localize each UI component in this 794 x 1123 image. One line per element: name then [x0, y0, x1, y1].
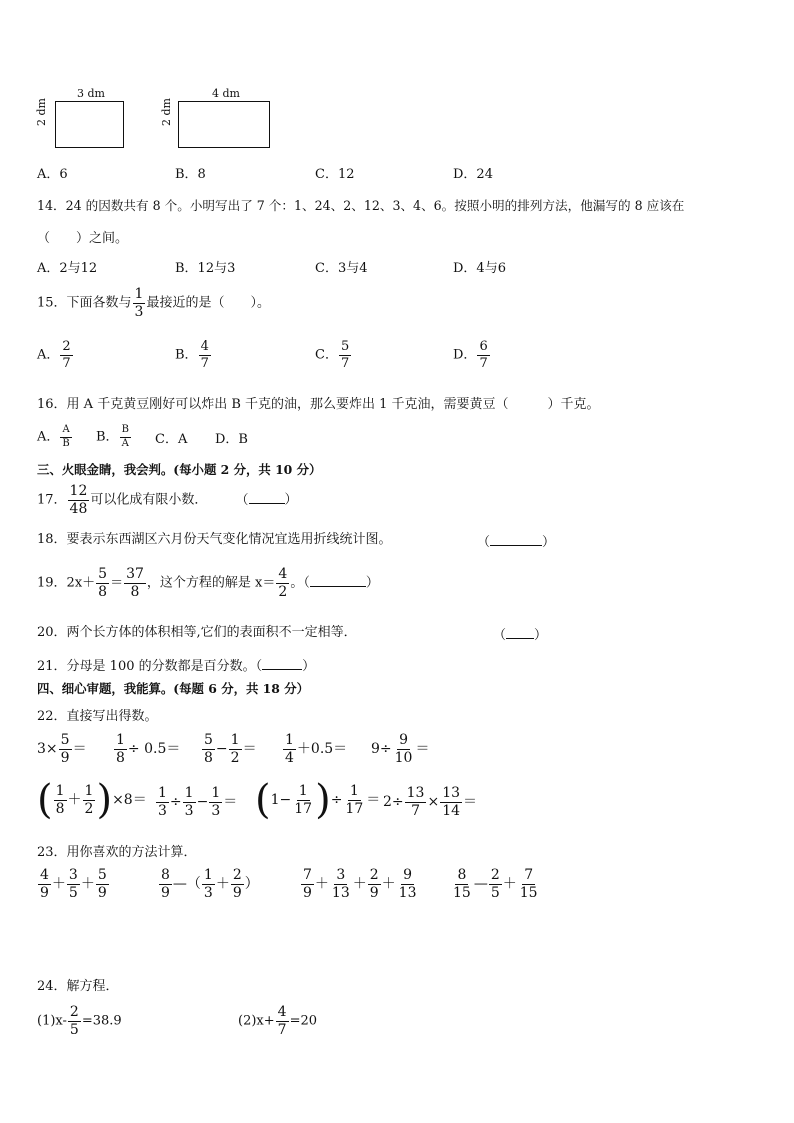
- q22-expr-1: 3× $\frac{5}{9}$ ＝: [37, 732, 87, 766]
- q20-text: 20．两个长方体的体积相等,它们的表面积不一定相等．: [37, 625, 357, 640]
- q15-option-c-fraction: $\frac{5}{7}$: [340, 339, 350, 371]
- q15-question: [37, 287, 270, 319]
- q13-option-c: C．12: [315, 167, 355, 182]
- q19-fraction-3: $\frac{4}{2}$: [278, 566, 288, 600]
- q15-option-a: A． $\frac{2}{7}$: [37, 339, 71, 371]
- q23-title: 23．用你喜欢的方法计算．: [37, 845, 197, 860]
- rect1-side-label: 2 dm: [35, 98, 48, 126]
- q22-expr-6: ( $\frac{1}{8}$ ＋ $\frac{1}{2}$ )×8＝: [37, 777, 147, 823]
- q14-option-d: D．4与6: [453, 261, 506, 276]
- q14-option-c: C．3与4: [315, 261, 368, 276]
- q13-option-b: B．8: [175, 167, 206, 182]
- q17-answer-blank[interactable]: [249, 491, 285, 504]
- q23-expr-3: $\frac{7}{9}$ ＋ $\frac{3}{13}$ ＋ $\frac{2}{9}$ ＋ $\frac{9}{13}$: [303, 867, 417, 901]
- q24-title: 24．解方程．: [37, 979, 119, 994]
- q24-equation-1: (1)x- $\frac{2}{5}$ =38.9: [37, 1004, 122, 1038]
- q13-option-d: D．24: [453, 167, 493, 182]
- q19-fraction-2: $\frac{37}{8}$: [126, 566, 144, 600]
- q15-fraction: $\frac{1}{3}$: [134, 286, 144, 320]
- section3-title: 三、火眼金睛，我会判。(每小题 2 分，共 10 分）: [37, 462, 322, 477]
- q22-expr-3: $\frac{5}{8}$ − $\frac{1}{2}$ ＝: [204, 732, 257, 766]
- q16-option-a-fraction: $\frac{A}{B}$: [62, 424, 70, 449]
- q20-answer-blank[interactable]: [506, 626, 534, 639]
- q19-question: 19．2x＋ $\frac{5}{8}$ ＝ $\frac{37}{8}$ ，这个方程的解是 x＝ $\frac{4}{2}$ 。（ ）: [37, 566, 379, 600]
- q22-expr-2: $\frac{1}{8}$ ÷ 0.5＝: [116, 732, 181, 766]
- q17-fraction: $\frac{12}{48}$: [69, 483, 88, 517]
- q14-option-a: A．2与12: [37, 261, 98, 276]
- q18-text: 18．要表示东西湖区六月份天气变化情况宜选用折线统计图。: [37, 532, 392, 547]
- rect2-side-label: 2 dm: [160, 98, 173, 126]
- q22-expr-4: $\frac{1}{4}$ ＋0.5＝: [285, 732, 348, 766]
- q17-question: 17． $\frac{12}{48}$ 可以化成有限小数． （ ）: [37, 483, 298, 517]
- rectangle-3x2: [55, 101, 124, 148]
- section4-title: 四、细心审题，我能算。(每题 6 分，共 18 分）: [37, 681, 310, 696]
- q19-fraction-1: $\frac{5}{8}$: [98, 566, 108, 600]
- q15-option-c: C． $\frac{5}{7}$: [315, 339, 350, 371]
- q23-expr-2: $\frac{8}{9}$ —（ $\frac{1}{3}$ ＋ $\frac{2}{9}$ ）: [161, 867, 259, 901]
- q16-text: 16．用 A 千克黄豆刚好可以炸出 B 千克的油，那么要炸出 1 千克油，需要黄豆（ ）千克。: [37, 397, 600, 412]
- q14-text-line2: （ ）之间。: [37, 231, 129, 246]
- q15-option-a-fraction: $\frac{2}{7}$: [62, 339, 71, 371]
- q13-option-a: A．6: [37, 167, 68, 182]
- q23-expr-1: $\frac{4}{9}$ ＋ $\frac{3}{5}$ ＋ $\frac{5}{9}$: [40, 867, 107, 901]
- q15-option-d-fraction: $\frac{6}{7}$: [479, 339, 488, 371]
- q15-post: 最接近的是（ ）。: [146, 295, 270, 311]
- q24-equation-2: (2)x+ $\frac{4}{7}$ =20: [238, 1004, 317, 1038]
- q22-expr-8: (1− $\frac{1}{17}$ )÷ $\frac{1}{17}$ ＝: [255, 777, 381, 823]
- q22-expr-5: 9÷ $\frac{9}{10}$ ＝: [371, 732, 430, 766]
- q14-text-line1: 14．24 的因数共有 8 个。小明写出了 7 个：1、24、2、12、3、4、6。按照小明的排列方法，他漏写的 8 应该在: [37, 198, 685, 213]
- q22-expr-7: $\frac{1}{3}$ ÷ $\frac{1}{3}$ − $\frac{1}{3}$ ＝: [158, 785, 238, 819]
- q14-option-b: B．12与3: [175, 261, 236, 276]
- q18-answer-blank[interactable]: [490, 533, 542, 546]
- q15-option-d: D． $\frac{6}{7}$: [453, 339, 488, 371]
- q15-option-b-fraction: $\frac{4}{7}$: [200, 339, 209, 371]
- q20-answer: （ ）: [493, 628, 548, 643]
- q21-answer-blank[interactable]: [262, 657, 302, 670]
- rect2-top-label: 4 dm: [212, 87, 240, 100]
- q16-option-d: D．B: [215, 432, 248, 447]
- q21-question: 21．分母是 100 的分数都是百分数。（ ）: [37, 659, 316, 674]
- q16-option-b: B． $\frac{B}{A}$: [96, 424, 129, 449]
- q22-expr-9: 2÷ $\frac{13}{7}$ × $\frac{13}{14}$ ＝: [383, 785, 478, 819]
- rectangle-4x2: [178, 101, 270, 148]
- q15-option-b: B． $\frac{4}{7}$: [175, 339, 209, 371]
- q16-option-a: A． $\frac{A}{B}$: [37, 424, 70, 449]
- q22-title: 22．直接写出得数。: [37, 709, 158, 724]
- q16-option-c: C．A: [155, 432, 188, 447]
- q23-expr-4: $\frac{8}{15}$ — $\frac{2}{5}$ ＋ $\frac{7}{15}$: [453, 867, 538, 901]
- q18-answer: （ ）: [477, 535, 556, 550]
- q16-option-b-fraction: $\frac{B}{A}$: [121, 424, 129, 449]
- q19-answer-blank[interactable]: [310, 574, 366, 587]
- q15-pre: 15．下面各数与: [37, 295, 132, 311]
- rect1-top-label: 3 dm: [77, 87, 105, 100]
